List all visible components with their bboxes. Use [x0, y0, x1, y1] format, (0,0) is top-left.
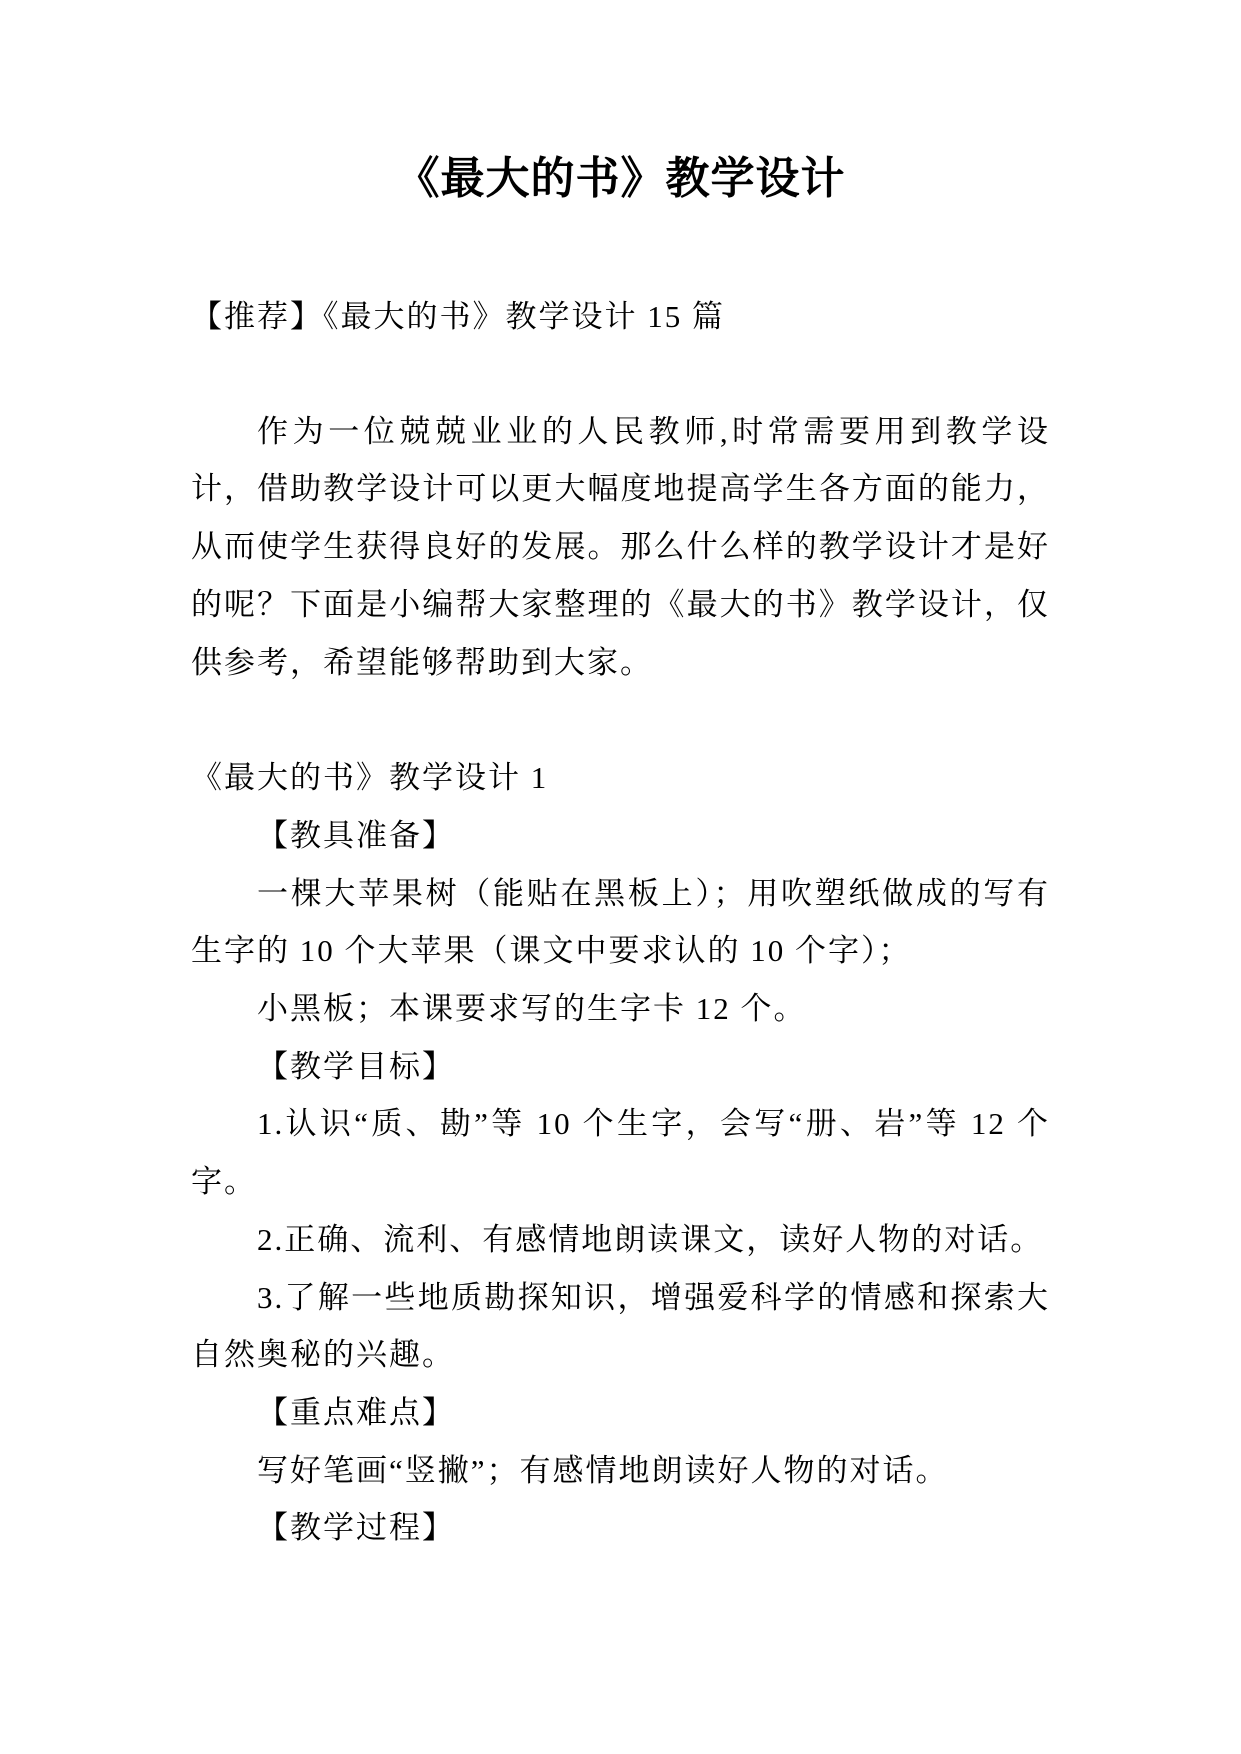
intro-paragraph: 作为一位兢兢业业的人民教师,时常需要用到教学设计，借助教学设计可以更大幅度地提高学生各方面的能力，从而使学生获得良好的发展。那么什么样的教学设计才是好的呢？下面是小编帮大家整理的《最大的书》教学设计，仅供参考，希望能够帮助到大家。: [191, 413, 1050, 680]
document-title: 《最大的书》教学设计: [395, 154, 846, 203]
teaching-aids-paragraph: 一棵大苹果树（能贴在黑板上）；用吹塑纸做成的写有生字的 10 个大苹果（课文中要求认的 10 个字）；: [191, 875, 1050, 969]
design-1-heading: 《最大的书》教学设计 1: [191, 760, 549, 796]
key-difficulties-heading: 【重点难点】: [257, 1394, 455, 1430]
teaching-goals-heading: 【教学目标】: [257, 1048, 455, 1084]
goal-3-paragraph: 3.了解一些地质勘探知识，增强爱科学的情感和探索大自然奥秘的兴趣。: [191, 1279, 1050, 1373]
teaching-process-heading: 【教学过程】: [257, 1510, 455, 1546]
teaching-aids-paragraph-2: 小黑板；本课要求写的生字卡 12 个。: [257, 991, 807, 1027]
key-difficulties-paragraph: 写好笔画“竖撇”；有感情地朗读好人物的对话。: [257, 1452, 949, 1488]
teaching-aids-heading: 【教具准备】: [257, 817, 455, 853]
recommend-subtitle: 【推荐】《最大的书》教学设计 15 篇: [191, 299, 725, 334]
goal-1-paragraph: 1.认识“质、勘”等 10 个生字，会写“册、岩”等 12 个字。: [191, 1106, 1050, 1200]
goal-2-paragraph: 2.正确、流利、有感情地朗读课文，读好人物的对话。: [257, 1221, 1044, 1257]
